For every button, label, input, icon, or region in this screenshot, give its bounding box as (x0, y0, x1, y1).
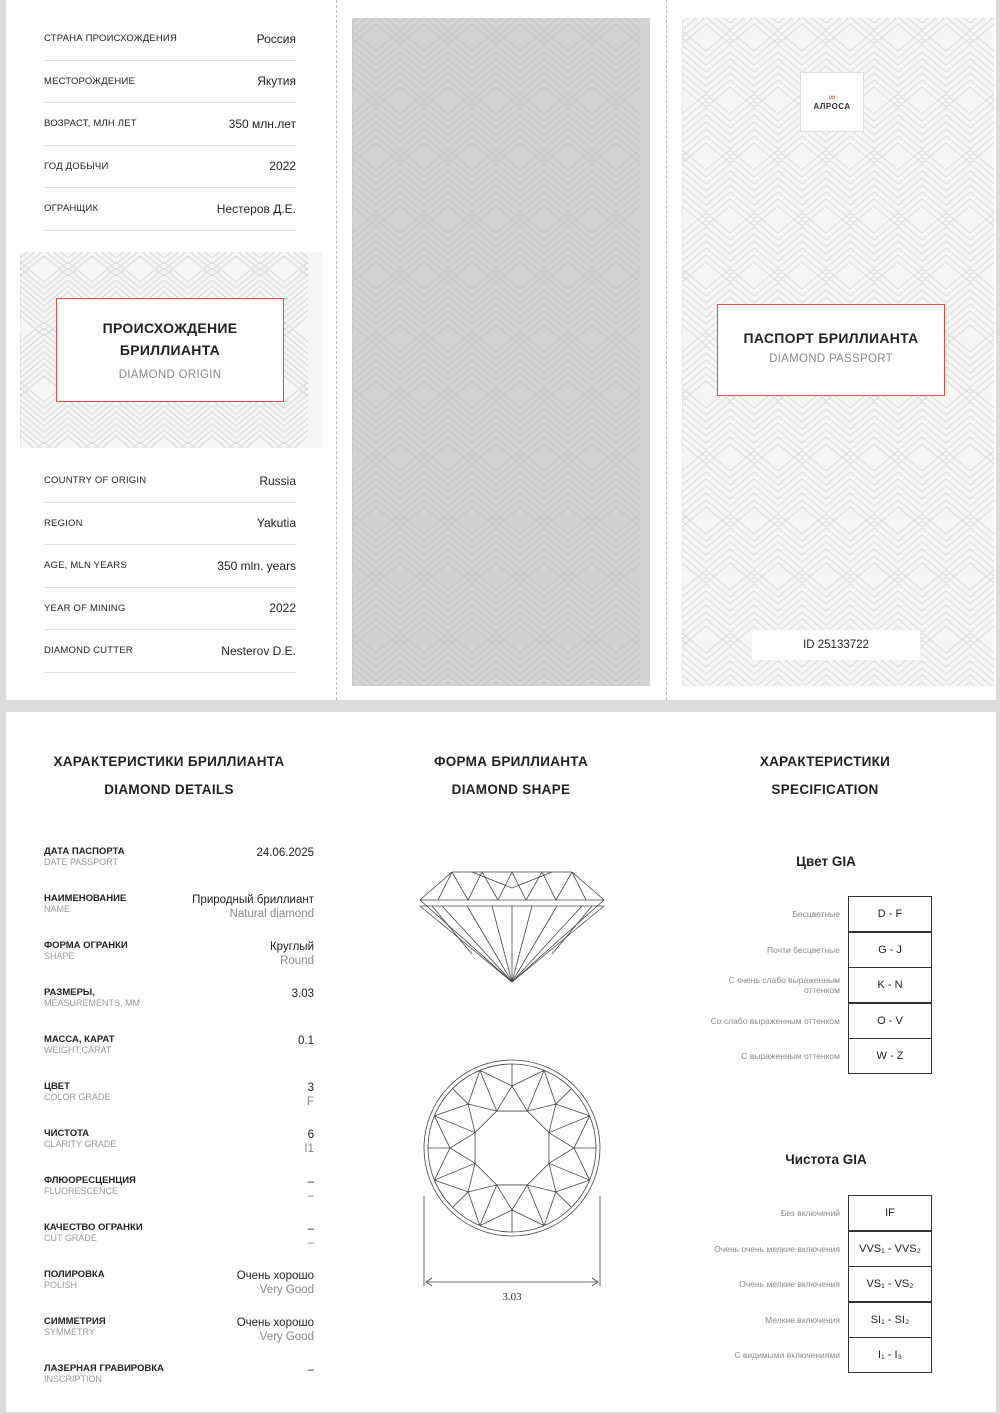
detail-label-en: SYMMETRY (44, 1327, 95, 1337)
detail-value (308, 1363, 314, 1377)
spec-header (730, 748, 920, 804)
detail-label-ru: НАИМЕНОВАНИЕ (44, 893, 127, 904)
detail-value-en: Very Good (259, 1331, 314, 1343)
origin-ru-value: 350 млн.лет (228, 116, 296, 131)
origin-en-value: 350 mln. years (217, 558, 296, 573)
diameter-label: 3.03 (502, 1291, 522, 1303)
grade-value: O - V (848, 1003, 932, 1039)
detail-row (44, 987, 314, 1023)
detail-label-en: SHAPE (44, 951, 75, 961)
detail-label-en: CUT GRADE (44, 1233, 97, 1243)
grade-label: Без включений (780, 1208, 840, 1218)
passport-title-en: DIAMOND PASSPORT (769, 353, 893, 365)
detail-value-en: I1 (304, 1143, 314, 1155)
detail-label-en: COLOR GRADE (44, 1092, 111, 1102)
grade-row (710, 1038, 932, 1074)
grade-label: Очень мелкие включения (739, 1279, 840, 1290)
detail-value-ru: 6 (307, 1129, 314, 1141)
detail-label-en: DATE PASSPORT (44, 857, 119, 867)
origin-ru-label: ВОЗРАСТ, МЛН ЛЕТ (44, 118, 137, 130)
detail-label-ru: ЦВЕТ (44, 1081, 70, 1092)
detail-value-ru: 0.1 (298, 1035, 314, 1047)
origin-title-en: DIAMOND ORIGIN (118, 369, 222, 381)
diamond-top-view (414, 1056, 610, 1306)
detail-value (270, 940, 314, 968)
grade-label: С выраженным оттенком (741, 1051, 840, 1062)
origin-ru-row (44, 103, 296, 146)
detail-label-ru: ЛАЗЕРНАЯ ГРАВИРОВКА (44, 1363, 164, 1374)
detail-row (44, 1081, 314, 1117)
grade-value: K - N (848, 967, 932, 1003)
spec-header-ru: ХАРАКТЕРИСТИКИ (759, 754, 891, 769)
grade-row (710, 1266, 932, 1302)
detail-value-en: Natural diamond (229, 908, 314, 920)
grade-label: С видимыми включениями (734, 1350, 840, 1361)
detail-value-en: – (307, 1237, 314, 1249)
grade-row (710, 967, 932, 1003)
origin-title-ru-line1: ПРОИСХОЖДЕНИЕ (102, 320, 238, 336)
passport-inner-sheet (6, 712, 996, 1412)
origin-ru-label: ОГРАНЩИК (44, 203, 99, 215)
detail-value (298, 1034, 314, 1048)
origin-en-row (44, 503, 296, 546)
detail-value-ru: Круглый (269, 941, 314, 953)
detail-label-ru: ФОРМА ОГРАНКИ (44, 940, 128, 951)
grade-label: С очень слабо выраженным оттенком (728, 975, 840, 996)
detail-value-en: Round (280, 955, 314, 967)
detail-value (256, 846, 314, 860)
grade-row (710, 896, 932, 932)
detail-row (44, 1175, 314, 1211)
passport-title-box (717, 304, 945, 396)
detail-value (308, 1175, 314, 1203)
detail-label-en: NAME (44, 904, 71, 914)
grade-label: Почти бесцветные (767, 944, 840, 955)
grade-row (710, 1302, 932, 1338)
origin-en-label: YEAR OF MINING (44, 602, 126, 614)
detail-value (308, 1222, 314, 1250)
grade-label: Со слабо выраженным оттенком (710, 1015, 840, 1026)
alrosa-logo-mark: ∞ (828, 92, 836, 102)
detail-label-ru: ДАТА ПАСПОРТА (44, 846, 125, 857)
origin-en-label: REGION (44, 517, 83, 529)
detail-value-en: – (307, 1190, 314, 1202)
passport-title-ru: ПАСПОРТ БРИЛЛИАНТА (743, 330, 919, 346)
detail-row (44, 940, 314, 976)
detail-value (237, 1269, 314, 1297)
alrosa-logo (800, 72, 864, 132)
detail-row (44, 1034, 314, 1070)
detail-row (44, 1222, 314, 1258)
detail-row (44, 893, 314, 929)
passport-outer-sheet (6, 0, 996, 700)
detail-value-ru: Очень хорошо (236, 1270, 314, 1282)
origin-ru-value: Россия (256, 31, 296, 46)
detail-value (292, 987, 314, 1001)
origin-en-label: AGE, MLN YEARS (44, 560, 127, 572)
grade-value: D - F (848, 896, 932, 932)
grade-value: VS₁ - VS₂ (848, 1266, 932, 1302)
wave-pattern (352, 18, 650, 686)
origin-en-value: 2022 (269, 601, 296, 616)
origin-title-box (56, 298, 284, 402)
origin-en-row (44, 460, 296, 503)
origin-ru-value: Нестеров Д.Е. (216, 201, 296, 216)
origin-ru-label: СТРАНА ПРОИСХОЖДЕНИЯ (44, 33, 178, 45)
detail-value-ru: 24.06.2025 (256, 847, 314, 859)
origin-en-label: DIAMOND CUTTER (44, 645, 133, 657)
origin-ru-row (44, 188, 296, 231)
fold-line (336, 0, 337, 700)
grade-value: W - Z (848, 1038, 932, 1074)
origin-ru-row (44, 18, 296, 61)
grade-label: Очень очень мелкие включения (714, 1243, 840, 1254)
clarity-gia-title: Чистота GIA (785, 1152, 867, 1167)
grade-row (710, 1231, 932, 1267)
origin-ru-value: Якутия (257, 74, 296, 89)
color-gia-title: Цвет GIA (796, 854, 856, 869)
origin-en-row (44, 630, 296, 673)
detail-row (44, 846, 314, 882)
detail-label-en: INSCRIPTION (44, 1374, 103, 1384)
alrosa-logo-text: АЛРОСА (813, 102, 851, 111)
origin-ru-value: 2022 (269, 159, 296, 174)
shape-header-en: DIAMOND SHAPE (451, 782, 571, 797)
fold-line (666, 0, 667, 700)
detail-value-ru: – (307, 1223, 314, 1235)
detail-label-ru: ЧИСТОТА (44, 1128, 90, 1139)
grade-value: G - J (848, 932, 932, 968)
detail-value (307, 1081, 314, 1109)
origin-en-value: Nesterov D.E. (221, 643, 296, 658)
detail-row (44, 1316, 314, 1352)
detail-label-ru: ФЛЮОРЕСЦЕНЦИЯ (44, 1175, 136, 1186)
detail-value-ru: Очень хорошо (236, 1317, 314, 1329)
diamond-side-view (412, 858, 612, 988)
detail-value (237, 1316, 314, 1344)
origin-en-label: COUNTRY OF ORIGIN (44, 475, 147, 487)
detail-row (44, 1128, 314, 1164)
origin-ru-label: ГОД ДОБЫЧИ (44, 160, 109, 172)
detail-value (304, 1128, 314, 1156)
detail-label-en: CLARITY GRADE (44, 1139, 117, 1149)
detail-label-ru: КАЧЕСТВО ОГРАНКИ (44, 1222, 143, 1233)
detail-label-en: POLISH (44, 1280, 78, 1290)
grade-label: Бесцветные (792, 909, 840, 919)
detail-value-ru: – (307, 1176, 314, 1188)
origin-en-value: Yakutia (256, 516, 296, 531)
grade-value: IF (848, 1195, 932, 1231)
grade-row (710, 932, 932, 968)
detail-value-en: F (306, 1096, 314, 1108)
origin-ru-row (44, 146, 296, 189)
origin-ru-row (44, 61, 296, 104)
shape-header-ru: ФОРМА БРИЛЛИАНТА (433, 754, 589, 769)
origin-ru-label: МЕСТОРОЖДЕНИЕ (44, 75, 136, 87)
grade-value: VVS₁ - VVS₂ (848, 1231, 932, 1267)
details-header-ru: ХАРАКТЕРИСТИКИ БРИЛЛИАНТА (53, 754, 285, 769)
detail-value-ru: – (307, 1364, 314, 1376)
detail-row (44, 1363, 314, 1399)
details-header-en: DIAMOND DETAILS (104, 782, 234, 797)
detail-label-en: FLUORESCENCE (44, 1186, 119, 1196)
spec-header-en: SPECIFICATION (771, 782, 879, 797)
detail-row (44, 1269, 314, 1305)
grade-value: SI₁ - SI₂ (848, 1302, 932, 1338)
detail-label-ru: МАССА, КАРАТ (44, 1034, 115, 1045)
passport-id: ID 25133722 (752, 630, 920, 660)
detail-value (192, 893, 314, 921)
grade-row (710, 1337, 932, 1373)
origin-en-row (44, 545, 296, 588)
shape-header (396, 748, 626, 804)
detail-value-en: Very Good (259, 1284, 314, 1296)
detail-value-ru: Природный бриллиант (192, 894, 314, 906)
grade-value: I₁ - I₃ (848, 1337, 932, 1373)
origin-title-ru-line2: БРИЛЛИАНТА (119, 342, 221, 358)
grade-label: Мелкие включения (765, 1314, 840, 1325)
center-panel (352, 18, 650, 686)
detail-label-ru: ПОЛИРОВКА (44, 1269, 105, 1280)
detail-label-ru: СИММЕТРИЯ (44, 1316, 106, 1327)
origin-en-row (44, 588, 296, 631)
grade-row (710, 1195, 932, 1231)
details-header (36, 748, 302, 804)
detail-value-ru: 3.03 (291, 988, 314, 1000)
detail-value-ru: 3 (307, 1082, 314, 1094)
grade-row (710, 1003, 932, 1039)
origin-en-value: Russia (259, 473, 296, 488)
detail-label-en: MEASUREMENTS, MM (44, 998, 141, 1008)
detail-label-en: WEIGHT,CARAT (44, 1045, 112, 1055)
detail-label-ru: РАЗМЕРЫ, (44, 987, 95, 998)
